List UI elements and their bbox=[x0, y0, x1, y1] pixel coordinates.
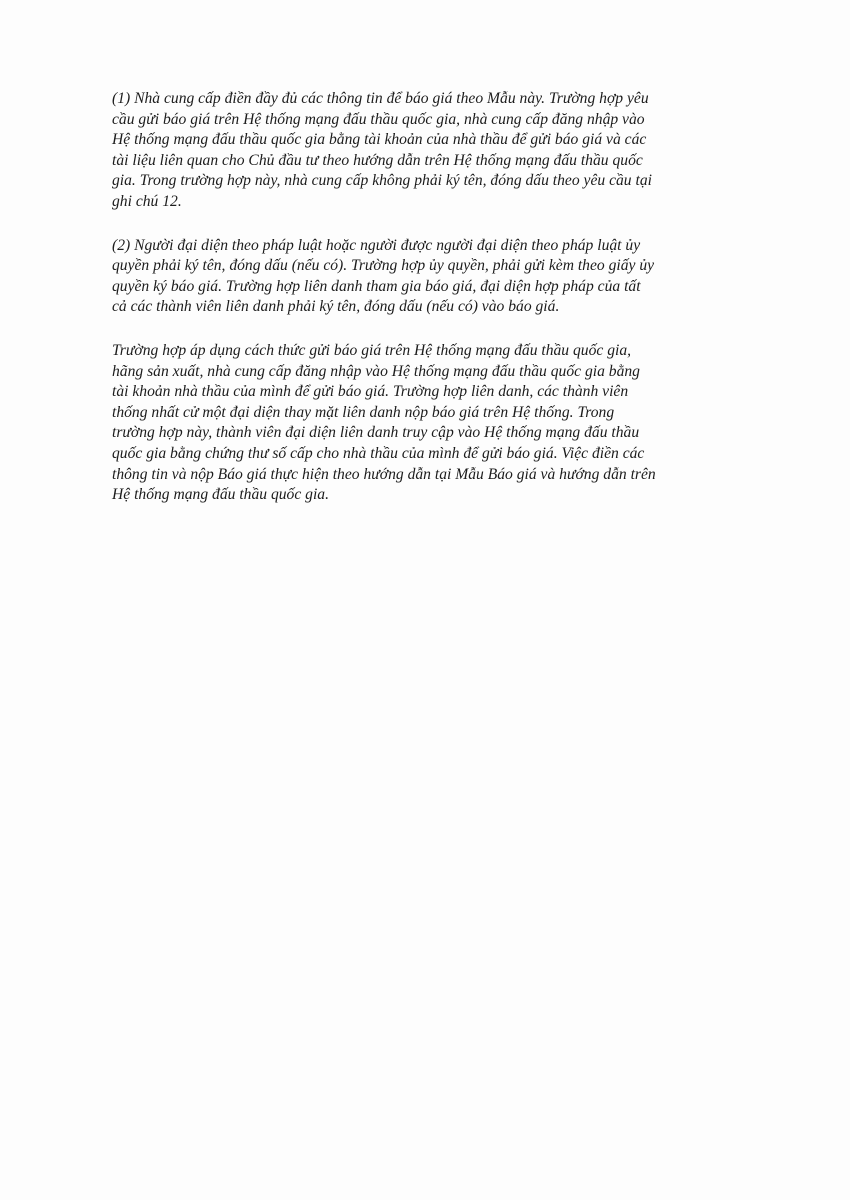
text-line: cầu gửi báo giá trên Hệ thống mạng đấu thầu quốc gia, nhà cung cấp đăng nhập vào bbox=[112, 110, 645, 128]
text-line: quyền phải ký tên, đóng dấu (nếu có). Trường hợp ủy quyền, phải gửi kèm theo giấy ủy bbox=[112, 257, 655, 275]
document-body bbox=[112, 89, 792, 529]
text-line: cả các thành viên liên danh phải ký tên, đóng dấu (nếu có) vào báo giá. bbox=[112, 298, 560, 316]
text-line: hãng sản xuất, nhà cung cấp đăng nhập vào Hệ thống mạng đấu thầu quốc gia bằng bbox=[112, 362, 640, 380]
text-line: trường hợp này, thành viên đại diện liên danh truy cập vào Hệ thống mạng đấu thầu bbox=[112, 424, 640, 442]
text-line: quốc gia bằng chứng thư số cấp cho nhà thầu của mình để gửi báo giá. Việc điền các bbox=[112, 444, 645, 462]
text-line: quyền ký báo giá. Trường hợp liên danh tham gia báo giá, đại diện hợp pháp của tất bbox=[112, 277, 641, 295]
text-line: thông tin và nộp Báo giá thực hiện theo hướng dẫn tại Mẫu Báo giá và hướng dẫn trên bbox=[112, 465, 656, 483]
text-line: ghi chú 12. bbox=[112, 192, 182, 210]
text-line: Hệ thống mạng đấu thầu quốc gia bằng tài khoản của nhà thầu để gửi báo giá và các bbox=[112, 131, 647, 149]
text-line: (2) Người đại diện theo pháp luật hoặc người được người đại diện theo pháp luật ủy bbox=[112, 236, 641, 254]
note-2-paragraph bbox=[112, 236, 792, 318]
text-line: thống nhất cử một đại diện thay mặt liên danh nộp báo giá trên Hệ thống. Trong bbox=[112, 403, 615, 421]
text-line: tài khoản nhà thầu của mình để gửi báo giá. Trường hợp liên danh, các thành viên bbox=[112, 383, 629, 401]
text-line: tài liệu liên quan cho Chủ đầu tư theo hướng dẫn trên Hệ thống mạng đấu thầu quốc bbox=[112, 151, 643, 169]
note-1-paragraph bbox=[112, 89, 792, 213]
text-line: (1) Nhà cung cấp điền đầy đủ các thông tin để báo giá theo Mẫu này. Trường hợp yêu bbox=[112, 90, 649, 107]
text-line: gia. Trong trường hợp này, nhà cung cấp không phải ký tên, đóng dấu theo yêu cầu tại bbox=[112, 172, 652, 190]
text-line: Trường hợp áp dụng cách thức gửi báo giá trên Hệ thống mạng đấu thầu quốc gia, bbox=[112, 341, 632, 359]
text-line: Hệ thống mạng đấu thầu quốc gia. bbox=[112, 486, 329, 504]
online-submission-paragraph bbox=[112, 341, 792, 506]
